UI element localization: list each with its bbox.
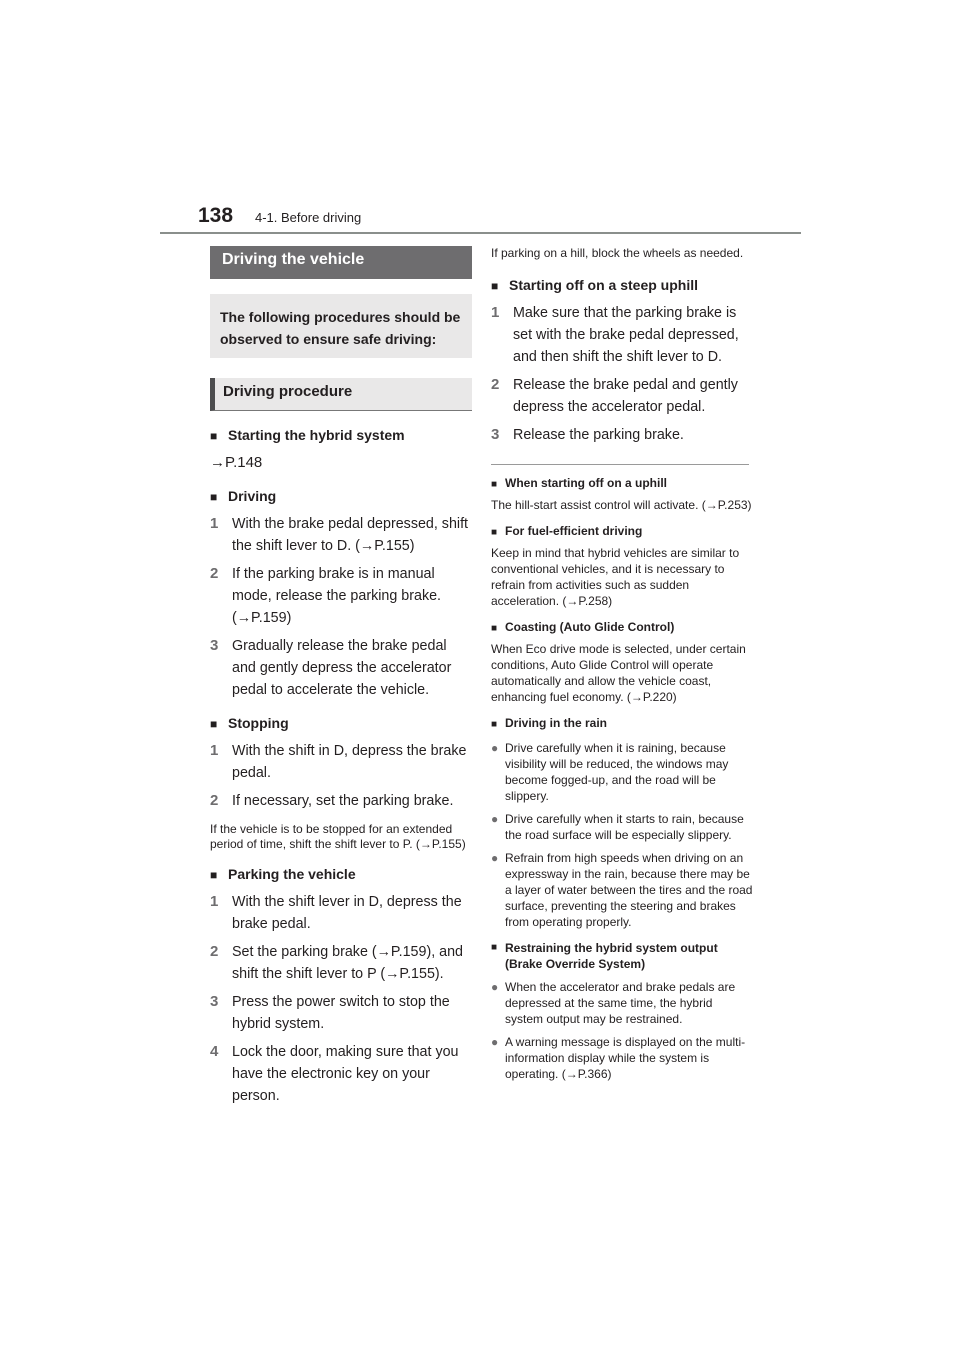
step-list	[210, 891, 472, 1107]
bullet-icon: ●	[491, 851, 499, 865]
bullet-text: Drive carefully when it starts to rain, because the road surface will be especially slippery.	[505, 812, 744, 842]
step-item	[210, 1041, 472, 1107]
header-rule	[160, 232, 801, 234]
square-icon: ■	[210, 868, 218, 882]
step-item	[210, 790, 472, 812]
section-title: ■ Parking the vehicle	[210, 864, 472, 885]
step-text: Press the power switch to stop the hybrid system.	[232, 994, 450, 1032]
bullet-item	[491, 811, 753, 843]
step-list	[210, 740, 472, 812]
info-text: Keep in mind that hybrid vehicles are similar to conventional vehicles, and it is necessary to refrain from activities such as sudden acceleration. (→P.258)	[491, 546, 740, 608]
square-icon: ■	[210, 490, 218, 504]
bullet-text: When the accelerator and brake pedals are depressed at the same time, the hybrid system output may be restrained.	[505, 980, 736, 1026]
bullet-item	[491, 850, 753, 930]
bullet-list	[491, 979, 753, 1082]
note-text: If the vehicle is to be stopped for an extended period of time, shift the shift lever to P. (→P.155)	[210, 822, 466, 851]
step-item	[210, 740, 472, 784]
note-text: If parking on a hill, block the wheels as needed.	[491, 246, 744, 260]
step-item	[210, 991, 472, 1035]
section-title: ■ Starting the hybrid system	[210, 425, 472, 446]
bullet-text: Drive carefully when it is raining, because visibility will be reduced, the windows may become fogged-up, and the road will be slippery.	[505, 741, 729, 803]
square-icon: ■	[491, 479, 498, 490]
square-icon: ■	[491, 623, 498, 634]
step-text: With the brake pedal depressed, shift the shift lever to D. (→P.155)	[232, 516, 469, 554]
step-item	[210, 635, 472, 701]
bullet-item	[491, 979, 753, 1027]
bullet-icon: ●	[491, 812, 499, 826]
step-number: 3	[210, 993, 219, 1010]
square-icon: ■	[491, 527, 498, 538]
step-text: Release the parking brake.	[513, 427, 684, 443]
info-text: The hill-start assist control will activate. (→P.253)	[491, 498, 752, 512]
step-number: 1	[210, 893, 219, 910]
step-text: Gradually release the brake pedal and gently depress the accelerator pedal to accelerate the vehicle.	[232, 638, 452, 698]
bullet-icon: ●	[491, 1035, 499, 1049]
info-title: ■ For fuel-efficient driving	[491, 523, 753, 541]
page-number: 138	[198, 204, 234, 227]
bullet-icon: ●	[491, 980, 499, 994]
info-title: ■ When starting off on a uphill	[491, 475, 753, 493]
step-list	[491, 302, 753, 446]
bullet-text: Refrain from high speeds when driving on an expressway in the rain, because there may be a layer of water between the tires and the road surface, preventing the steering and brakes from operating properly.	[505, 851, 753, 929]
step-number: 2	[491, 376, 500, 393]
step-text: If necessary, set the parking brake.	[232, 793, 454, 809]
left-column	[210, 246, 472, 1107]
bullet-item	[491, 740, 753, 804]
square-icon: ■	[491, 719, 498, 730]
info-title: ■ Driving in the rain	[491, 715, 753, 733]
step-item	[491, 302, 753, 368]
info-text: When Eco drive mode is selected, under certain conditions, Auto Glide Control will operate automatically and allow the vehicle coast, enhancing fuel economy. (→P.220)	[491, 642, 746, 704]
square-icon: ■	[210, 717, 218, 731]
step-text: Release the brake pedal and gently depress the accelerator pedal.	[513, 377, 738, 415]
section-banner: Driving the vehicle	[210, 246, 472, 279]
step-item	[491, 374, 753, 418]
intro-box: The following procedures should be observed to ensure safe driving:	[210, 294, 472, 358]
info-title: ■ Restraining the hybrid system output (Brake Override System)	[491, 941, 718, 971]
bullet-icon: ●	[491, 741, 499, 755]
section-title: ■ Starting off on a steep uphill	[491, 275, 753, 296]
step-list	[210, 513, 472, 701]
step-text: If the parking brake is in manual mode, release the parking brake. (→P.159)	[232, 566, 442, 626]
step-text: Set the parking brake (→P.159), and shift the shift lever to P (→P.155).	[232, 944, 464, 982]
step-number: 1	[491, 304, 500, 321]
step-number: 3	[491, 426, 500, 443]
divider	[491, 464, 749, 465]
square-icon: ■	[491, 279, 499, 293]
square-icon: ■	[491, 942, 498, 953]
step-number: 4	[210, 1043, 219, 1060]
step-number: 2	[210, 792, 219, 809]
bullet-item	[491, 1034, 753, 1082]
step-text: With the shift lever in D, depress the brake pedal.	[232, 894, 462, 932]
step-text: With the shift in D, depress the brake pedal.	[232, 743, 467, 781]
section-title: ■ Stopping	[210, 713, 472, 734]
page-reference: →P.148	[210, 454, 263, 471]
step-text: Make sure that the parking brake is set with the brake pedal depressed, and then shift the shift lever to D.	[513, 305, 739, 365]
step-number: 2	[210, 943, 219, 960]
step-item	[491, 424, 753, 446]
chapter-title: 4-1. Before driving	[255, 210, 362, 225]
subheading: Driving procedure	[210, 378, 472, 411]
step-text: Lock the door, making sure that you have the electronic key on your person.	[232, 1044, 459, 1104]
info-title: ■ Coasting (Auto Glide Control)	[491, 619, 753, 637]
step-number: 3	[210, 637, 219, 654]
step-item	[210, 563, 472, 629]
step-item	[210, 941, 472, 985]
step-number: 1	[210, 515, 219, 532]
step-item	[210, 513, 472, 557]
bullet-text: A warning message is displayed on the multi-information display while the system is operating. (→P.366)	[505, 1035, 746, 1081]
step-number: 1	[210, 742, 219, 759]
square-icon: ■	[210, 429, 218, 443]
step-item	[210, 891, 472, 935]
right-column	[491, 244, 753, 1082]
step-number: 2	[210, 565, 219, 582]
section-title: ■ Driving	[210, 486, 472, 507]
bullet-list	[491, 740, 753, 930]
